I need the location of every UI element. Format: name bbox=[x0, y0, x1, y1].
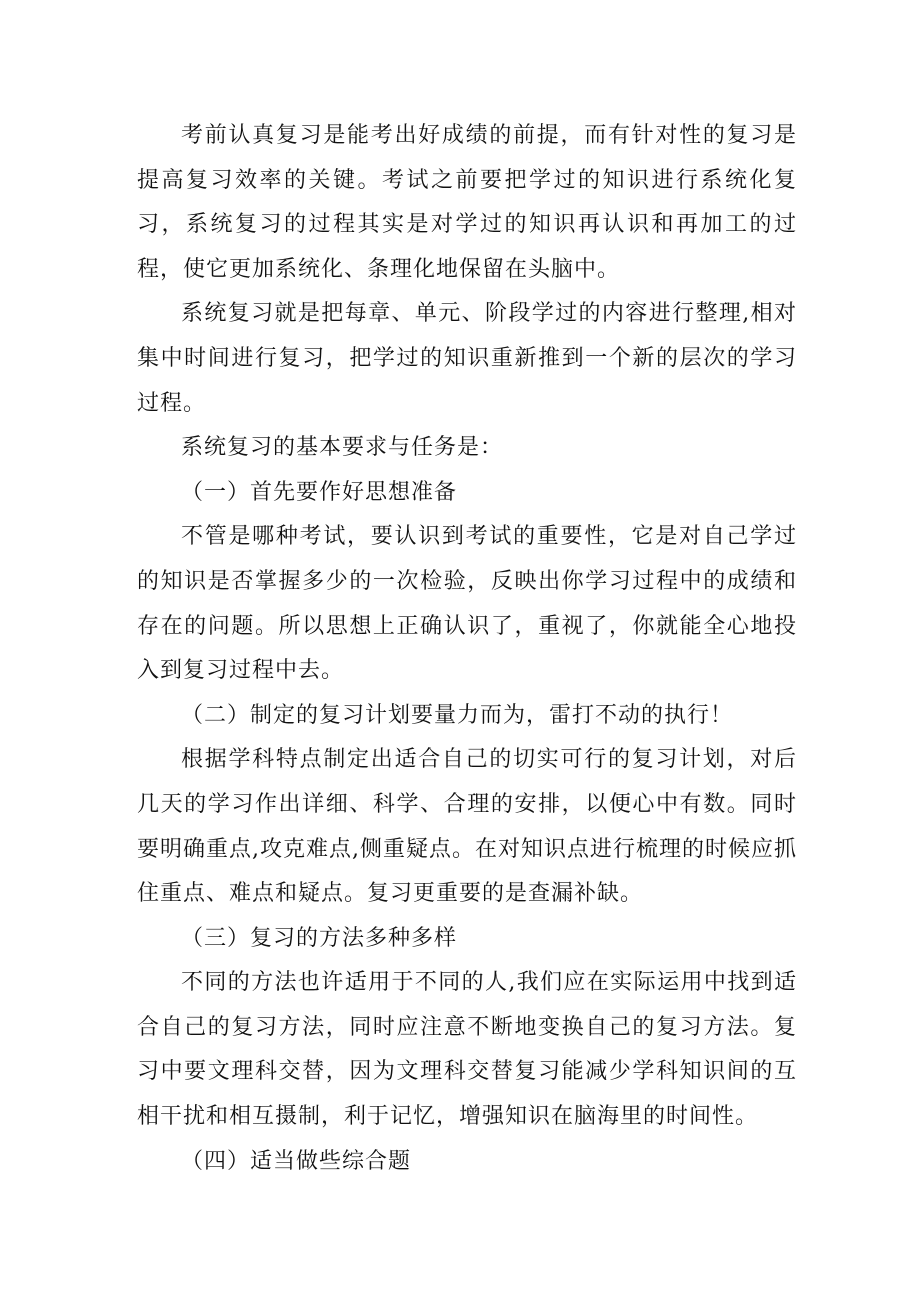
section-heading-4: （四）适当做些综合题 bbox=[181, 1148, 412, 1174]
paragraph-section-1: 不管是哪种考试，要认识到考试的重要性，它是对自己学过的知识是否掌握多少的一次检验，反映出你学习过程中的成绩和存在的问题。所以思想上正确认识了，重视了，你就能全心地投入到复习过程中去。 bbox=[137, 524, 797, 684]
section-heading-2: （二）制定的复习计划要量力而为，雷打不动的执行！ bbox=[181, 702, 734, 728]
section-heading-1: （一）首先要作好思想准备 bbox=[181, 479, 458, 505]
paragraph-section-3: 不同的方法也许适用于不同的人,我们应在实际运用中找到适合自己的复习方法，同时应注意不断地变换自己的复习方法。复习中要文理科交替，因为文理科交替复习能减少学科知识间的互相干扰和相互摄制，利于记忆，增强知识在脑海里的时间性。 bbox=[137, 970, 797, 1130]
section-heading-3: （三）复习的方法多种多样 bbox=[181, 925, 458, 951]
document-body bbox=[137, 114, 797, 1184]
paragraph-requirements-intro: 系统复习的基本要求与任务是： bbox=[181, 435, 504, 461]
paragraph-system-review: 系统复习就是把每章、单元、阶段学过的内容进行整理,相对集中时间进行复习，把学过的知识重新推到一个新的层次的学习过程。 bbox=[137, 301, 797, 416]
paragraph-section-2: 根据学科特点制定出适合自己的切实可行的复习计划，对后几天的学习作出详细、科学、合理的安排，以便心中有数。同时要明确重点,攻克难点,侧重疑点。在对知识点进行梳理的时候应抓住重点、难点和疑点。复习更重要的是查漏补缺。 bbox=[137, 747, 797, 907]
paragraph-intro: 考前认真复习是能考出好成绩的前提，而有针对性的复习是提高复习效率的关键。考试之前要把学过的知识进行系统化复习，系统复习的过程其实是对学过的知识再认识和再加工的过程，使它更加系统化、条理化地保留在头脑中。 bbox=[137, 123, 797, 282]
